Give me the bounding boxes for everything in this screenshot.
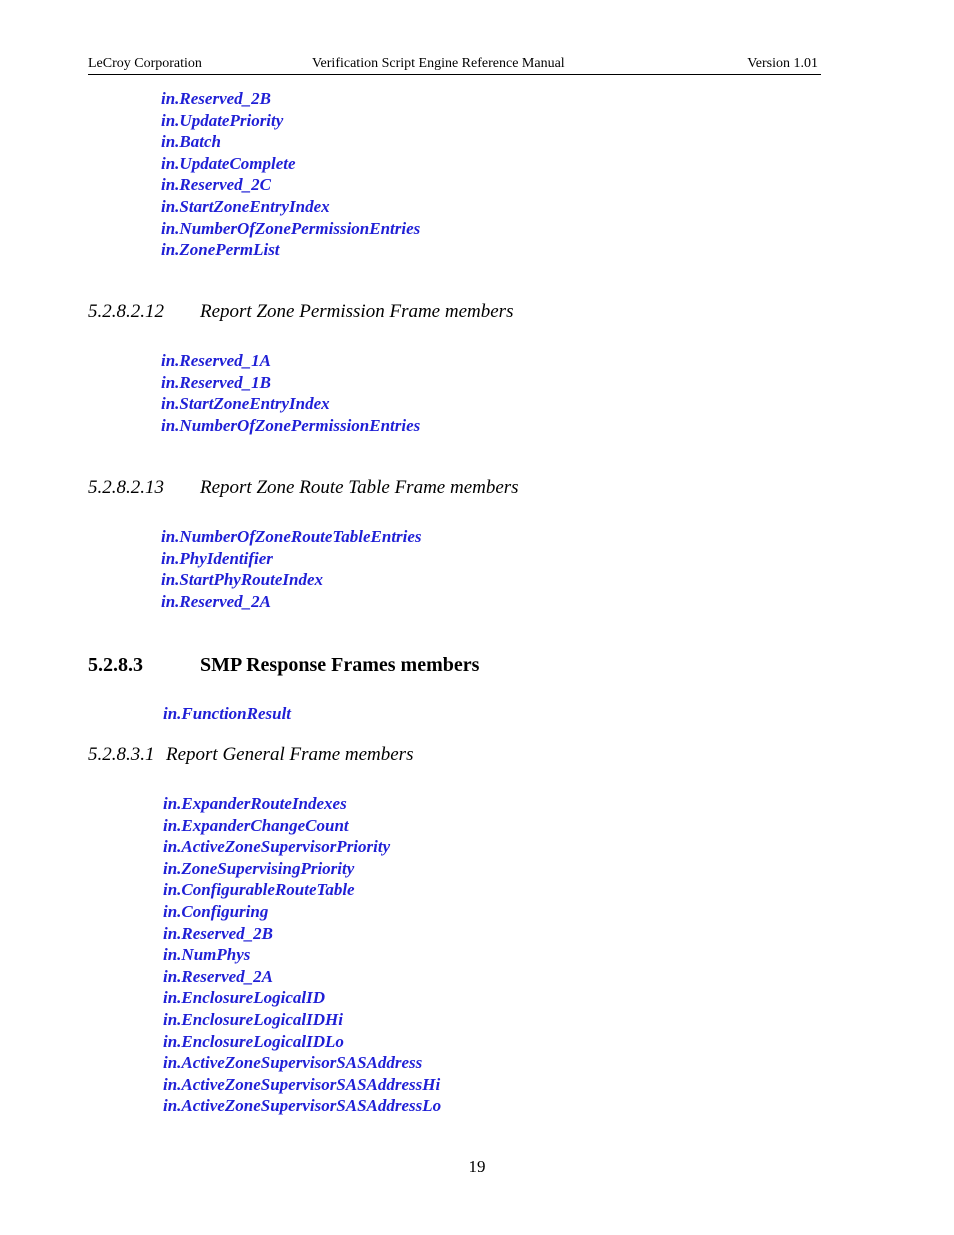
header-document-title: Verification Script Engine Reference Manual [312,56,565,71]
member-item[interactable]: in.ConfigurableRouteTable [163,880,355,900]
member-item[interactable]: in.Reserved_2C [161,175,272,195]
section-heading-5-2-8-3 [88,653,480,677]
section-number: 5.2.8.3 [88,654,143,676]
subsection-title: Report Zone Permission Frame members [200,301,514,322]
member-list-smp-response [163,703,291,725]
member-item[interactable]: in.Reserved_2A [163,966,274,986]
subsection-number: 5.2.8.3.1 [88,744,155,765]
member-item[interactable]: in.ExpanderRouteIndexes [163,794,347,813]
member-item[interactable]: in.ZoneSupervisingPriority [163,858,355,878]
member-item[interactable]: in.Batch [161,132,221,152]
member-item[interactable]: in.Reserved_2B [161,89,272,108]
member-item[interactable]: in.FunctionResult [163,704,292,723]
member-item[interactable]: in.ExpanderChangeCount [163,815,349,835]
member-item[interactable]: in.StartZoneEntryIndex [161,196,330,216]
member-item[interactable]: in.ActiveZoneSupervisorSASAddressHi [163,1074,441,1094]
member-item[interactable]: in.Reserved_1A [161,351,272,370]
member-item[interactable]: in.Reserved_2A [161,591,272,611]
member-item[interactable]: in.NumPhys [163,945,251,965]
subsection-title: Report Zone Route Table Frame members [200,477,519,498]
member-item[interactable]: in.PhyIdentifier [161,548,273,568]
subsection-number: 5.2.8.2.13 [88,477,164,498]
member-item[interactable]: in.StartZoneEntryIndex [161,394,330,414]
member-item[interactable]: in.ActiveZoneSupervisorSASAddressLo [163,1096,442,1116]
member-list-continued [161,88,420,261]
member-item[interactable]: in.ActiveZoneSupervisorPriority [163,837,391,857]
member-item[interactable]: in.Configuring [163,901,269,921]
member-item[interactable]: in.UpdatePriority [161,110,284,130]
member-item[interactable]: in.Reserved_1B [161,372,272,392]
member-item[interactable]: in.ActiveZoneSupervisorSASAddress [163,1053,423,1073]
member-item[interactable]: in.ZonePermList [161,240,280,260]
section-title: SMP Response Frames members [200,654,480,676]
subsection-heading-5-2-8-2-13 [88,477,519,499]
subsection-heading-5-2-8-2-12 [88,301,514,323]
member-item[interactable]: in.NumberOfZonePermissionEntries [161,218,421,238]
member-list-report-zone-route-table [161,526,422,612]
subsection-number: 5.2.8.2.12 [88,301,164,322]
member-item[interactable]: in.StartPhyRouteIndex [161,570,324,590]
subsection-heading-5-2-8-3-1 [88,744,414,766]
member-item[interactable]: in.EnclosureLogicalIDLo [163,1031,344,1051]
member-list-report-general [163,793,441,1117]
header-company: LeCroy Corporation [88,56,202,71]
member-list-report-zone-permission [161,350,420,436]
page-number: 19 [468,1157,486,1176]
member-item[interactable]: in.EnclosureLogicalID [163,988,325,1008]
header-version: Version 1.01 [747,56,818,71]
member-item[interactable]: in.NumberOfZoneRouteTableEntries [161,527,422,546]
member-item[interactable]: in.Reserved_2B [163,923,274,943]
subsection-title: Report General Frame members [166,744,414,765]
page-header [88,56,821,75]
member-item[interactable]: in.NumberOfZonePermissionEntries [161,415,421,435]
member-item[interactable]: in.EnclosureLogicalIDHi [163,1009,343,1029]
member-item[interactable]: in.UpdateComplete [161,153,296,173]
